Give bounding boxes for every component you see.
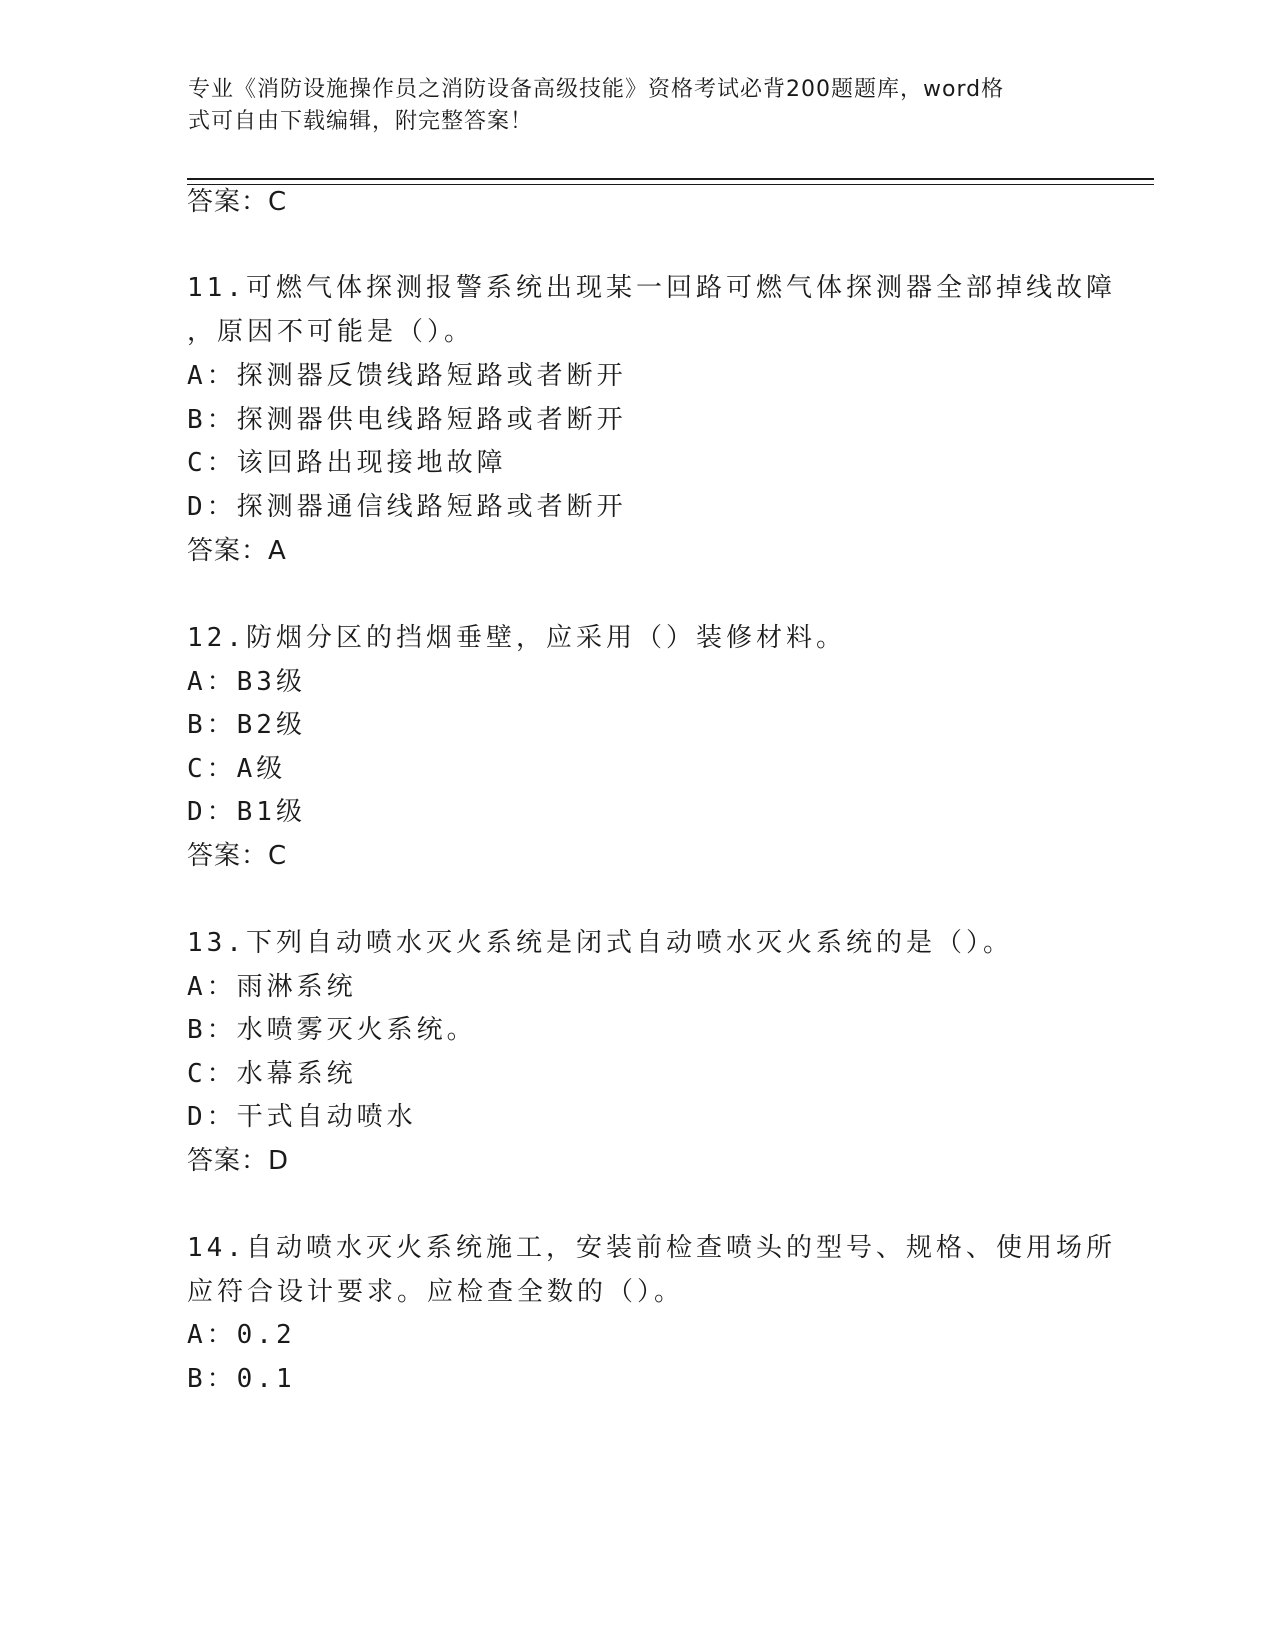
question-14-stem-line-2: 应符合设计要求。应检查全数的（）。 [187,1277,685,1307]
header-divider-thick [187,178,1154,180]
question-11-option-d: D：探测器通信线路短路或者断开 [187,492,627,522]
question-12-option-a: A：B3级 [187,667,306,697]
question-13-answer: 答案：D [187,1146,290,1176]
previous-answer: 答案：C [187,187,288,217]
question-13-option-b: B：水喷雾灭火系统。 [187,1015,477,1045]
question-12-stem: 12.防烟分区的挡烟垂壁，应采用（）装修材料。 [187,623,846,653]
header-line-2: 式可自由下载编辑，附完整答案！ [188,109,534,134]
question-12-option-b: B：B2级 [187,710,306,740]
question-12-answer: 答案：C [187,841,288,871]
question-13-option-d: D：干式自动喷水 [187,1102,417,1132]
question-13-stem: 13.下列自动喷水灭火系统是闭式自动喷水灭火系统的是（）。 [187,928,1013,958]
question-11-option-c: C：该回路出现接地故障 [187,448,507,478]
question-11-option-a: A：探测器反馈线路短路或者断开 [187,361,627,391]
header-divider-thin [187,184,1154,185]
question-11-stem-line-2: ，原因不可能是（）。 [187,317,475,347]
question-11-answer: 答案：A [187,536,287,566]
question-14-option-a: A：0.2 [187,1320,296,1350]
question-13-option-c: C：水幕系统 [187,1059,357,1089]
question-11-option-b: B：探测器供电线路短路或者断开 [187,405,627,435]
document-header [188,74,1068,138]
question-14-stem-line-1: 14.自动喷水灭火系统施工，安装前检查喷头的型号、规格、使用场所 [187,1233,1116,1263]
question-12-option-c: C：A级 [187,754,287,784]
question-11-stem-line-1: 11.可燃气体探测报警系统出现某一回路可燃气体探测器全部掉线故障 [187,273,1116,303]
header-line-1: 专业《消防设施操作员之消防设备高级技能》资格考试必背200题题库，word格 [188,77,1005,102]
question-12-option-d: D：B1级 [187,797,306,827]
question-14-option-b: B：0.1 [187,1364,296,1394]
question-13-option-a: A：雨淋系统 [187,972,357,1002]
